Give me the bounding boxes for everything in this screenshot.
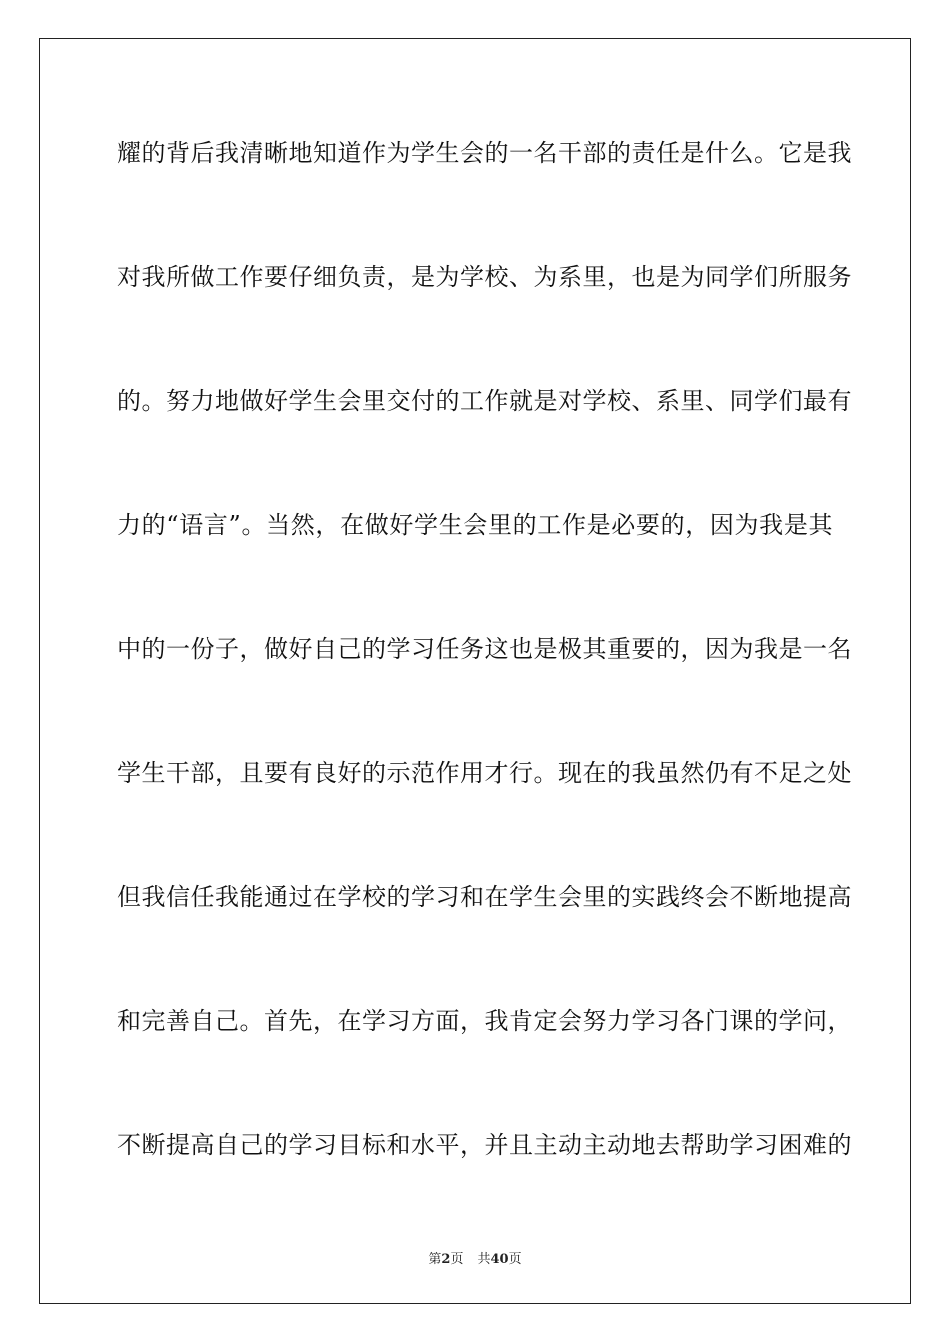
- page-frame: [39, 38, 911, 1304]
- text-line-5: 中的一份子，做好自己的学习任务这也是极其重要的，因为我是一名: [117, 635, 852, 663]
- total-pages: 40: [490, 1252, 509, 1267]
- text-line-6: 学生干部，且要有良好的示范作用才行。现在的我虽然仍有不足之处: [117, 759, 852, 787]
- page-prefix: 第: [428, 1252, 442, 1267]
- total-prefix: 共: [477, 1252, 491, 1267]
- text-line-9: 不断提高自己的学习目标和水平，并且主动主动地去帮助学习困难的: [117, 1131, 852, 1159]
- text-line-7: 但我信任我能通过在学校的学习和在学生会里的实践终会不断地提高: [117, 883, 852, 911]
- page-footer: [0, 1248, 950, 1267]
- page-number: 2: [441, 1252, 451, 1267]
- text-line-4: 力的“语言”。当然，在做好学生会里的工作是必要的，因为我是其: [117, 511, 833, 539]
- text-line-2: 对我所做工作要仔细负责，是为学校、为系里，也是为同学们所服务: [117, 263, 852, 291]
- text-line-8: 和完善自己。首先，在学习方面，我肯定会努力学习各门课的学问，: [117, 1007, 852, 1035]
- text-line-1: 耀的背后我清晰地知道作为学生会的一名干部的责任是什么。它是我: [117, 139, 852, 167]
- total-suffix: 页: [508, 1252, 522, 1267]
- text-line-3: 的。努力地做好学生会里交付的工作就是对学校、系里、同学们最有: [117, 387, 852, 415]
- page-suffix: 页: [450, 1252, 464, 1267]
